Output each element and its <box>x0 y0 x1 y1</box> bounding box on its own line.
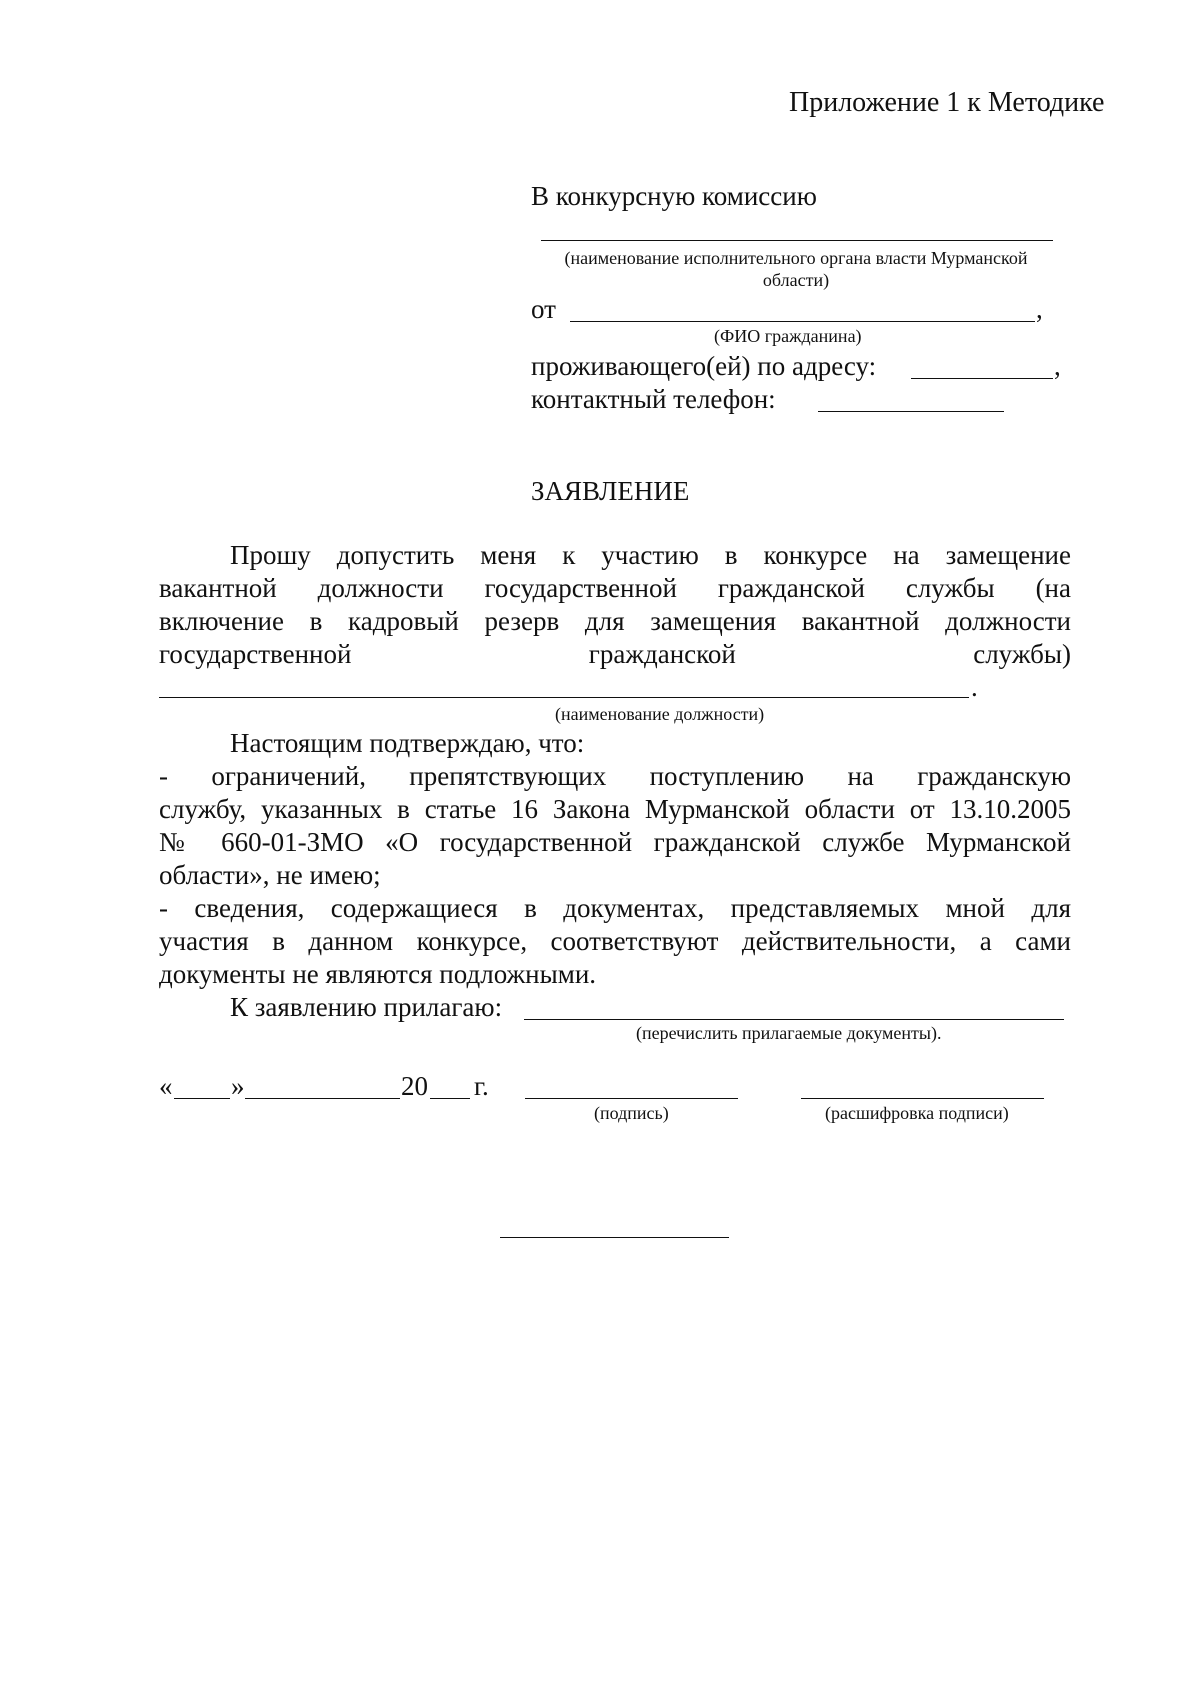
signature-line[interactable] <box>525 1098 738 1099</box>
confirm-bullet-1-line-2: службу, указанных в статье 16 Закона Мурманской области от 13.10.2005 <box>159 794 1071 824</box>
request-line-4: государственной гражданской службы) <box>159 639 1071 669</box>
to-commission: В конкурсную комиссию <box>531 181 817 211</box>
date-quote-open: « <box>159 1071 173 1101</box>
date-quote-close: » <box>231 1071 245 1101</box>
fio-comma: , <box>1036 294 1043 324</box>
confirm-bullet-1-line-4: области», не имею; <box>159 860 381 890</box>
address-label: проживающего(ей) по адресу: <box>531 351 877 381</box>
document-title: ЗАЯВЛЕНИЕ <box>531 476 690 506</box>
position-period: . <box>971 672 978 702</box>
fio-caption: (ФИО гражданина) <box>714 326 862 346</box>
phone-label: контактный телефон: <box>531 384 776 414</box>
request-line-1: Прошу допустить меня к участию в конкурсе на замещение <box>230 540 1071 570</box>
date-year-suffix: г. <box>474 1071 489 1101</box>
confirm-bullet-2-line-3: документы не являются подложными. <box>159 959 597 989</box>
signature-caption: (подпись) <box>594 1103 669 1123</box>
attach-caption: (перечислить прилагаемые документы). <box>636 1023 942 1043</box>
org-name-line[interactable] <box>541 240 1053 241</box>
org-caption: (наименование исполнительного органа власти Мурманской <box>564 248 1028 268</box>
appendix-label: Приложение 1 к Методике <box>789 87 1105 118</box>
confirm-intro: Настоящим подтверждаю, что: <box>230 728 585 758</box>
confirm-bullet-1-line-3: № 660-01-ЗМО «О государственной гражданской службе Мурманской <box>159 827 1071 857</box>
attach-line[interactable] <box>524 1019 1064 1020</box>
org-caption-2: области) <box>762 270 830 290</box>
address-comma: , <box>1054 351 1061 381</box>
request-line-2: вакантной должности государственной гражданской службы (на <box>159 573 1071 603</box>
decoding-caption: (расшифровка подписи) <box>825 1103 1009 1123</box>
phone-line[interactable] <box>818 411 1004 412</box>
date-year-prefix: 20 <box>401 1071 428 1101</box>
fio-line[interactable] <box>570 321 1035 322</box>
confirm-bullet-1-line-1: - ограничений, препятствующих поступлению на гражданскую <box>159 761 1071 791</box>
signature-decoding-line[interactable] <box>801 1098 1044 1099</box>
from-label: от <box>531 294 556 324</box>
date-day-line[interactable] <box>174 1098 230 1099</box>
attach-label: К заявлению прилагаю: <box>230 992 503 1022</box>
position-caption: (наименование должности) <box>555 704 765 724</box>
confirm-bullet-2-line-2: участия в данном конкурсе, соответствуют действительности, а сами <box>159 926 1071 956</box>
footer-divider <box>500 1237 729 1238</box>
date-year-line[interactable] <box>430 1098 470 1099</box>
confirm-bullet-2-line-1: - сведения, содержащиеся в документах, представляемых мной для <box>159 893 1071 923</box>
date-month-line[interactable] <box>245 1098 400 1099</box>
position-line[interactable] <box>159 697 969 698</box>
address-line[interactable] <box>911 378 1053 379</box>
request-line-3: включение в кадровый резерв для замещения вакантной должности <box>159 606 1071 636</box>
